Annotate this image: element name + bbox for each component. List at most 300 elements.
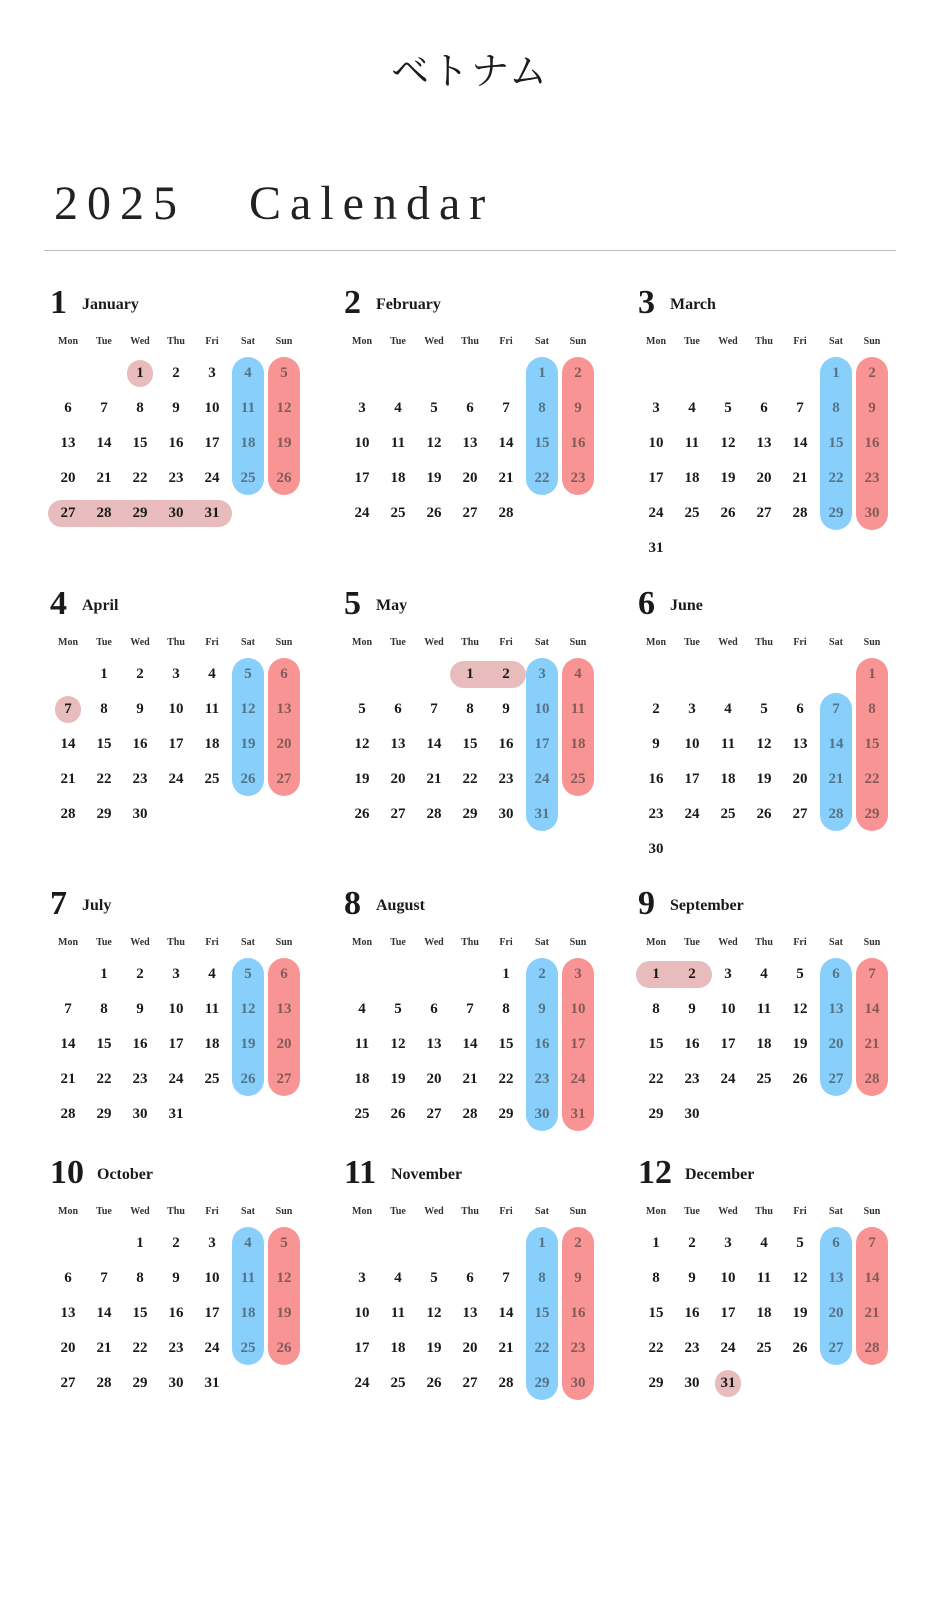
day-cell: 25 [204, 1071, 220, 1087]
weekday-label: Thu [755, 336, 773, 347]
day-cell: 27 [276, 1071, 292, 1087]
day-cell: 12 [390, 1036, 406, 1052]
day-cell: 13 [276, 701, 292, 717]
day-cell: 6 [64, 1270, 72, 1286]
day-cell: 4 [688, 400, 696, 416]
day-grid [638, 957, 890, 1132]
day-cell: 9 [688, 1001, 696, 1017]
month-header [344, 883, 600, 923]
day-cell: 28 [864, 1071, 880, 1087]
day-cell: 16 [498, 736, 514, 752]
weekday-label: Wed [424, 637, 444, 648]
weekday-label: Mon [646, 336, 666, 347]
day-grid [344, 356, 596, 531]
month-header [638, 583, 894, 623]
day-cell: 3 [172, 966, 180, 982]
day-cell: 29 [648, 1106, 664, 1122]
month-name: October [97, 1166, 153, 1183]
day-grid [638, 1226, 890, 1401]
weekday-label: Thu [167, 937, 185, 948]
day-cell: 5 [280, 1235, 288, 1251]
month-number: 8 [344, 885, 361, 922]
day-cell: 2 [136, 666, 144, 682]
empty-cell [710, 657, 746, 692]
day-cell: 1 [832, 365, 840, 381]
weekday-header [50, 1206, 306, 1218]
day-cell: 20 [828, 1305, 844, 1321]
day-cell: 23 [534, 1071, 550, 1087]
weekday-label: Tue [390, 937, 406, 948]
weekday-label: Fri [205, 937, 219, 948]
day-cell: 5 [430, 400, 438, 416]
month-november [344, 1152, 600, 1391]
weekday-label: Sun [863, 637, 881, 648]
day-cell: 13 [756, 435, 772, 451]
day-cell: 17 [204, 1305, 220, 1321]
day-cell: 15 [648, 1305, 664, 1321]
day-cell: 17 [684, 771, 700, 787]
weekday-label: Tue [390, 336, 406, 347]
day-cell: 16 [684, 1305, 700, 1321]
day-cell: 16 [648, 771, 664, 787]
day-cell: 25 [390, 505, 406, 521]
weekday-header [638, 637, 894, 649]
day-cell: 2 [538, 966, 546, 982]
day-cell: 25 [204, 771, 220, 787]
month-march [638, 282, 894, 556]
day-cell: 24 [168, 771, 184, 787]
day-cell: 26 [720, 505, 736, 521]
day-cell: 29 [534, 1375, 550, 1391]
day-cell: 21 [96, 470, 112, 486]
day-cell: 4 [574, 666, 582, 682]
day-cell: 26 [276, 1340, 292, 1356]
day-cell: 30 [684, 1106, 700, 1122]
day-cell: 9 [688, 1270, 696, 1286]
month-january [50, 282, 306, 521]
day-cell: 17 [168, 736, 184, 752]
day-cell: 19 [354, 771, 370, 787]
month-name: January [82, 296, 139, 313]
day-cell: 15 [462, 736, 478, 752]
weekday-header [344, 637, 600, 649]
day-cell: 17 [354, 1340, 370, 1356]
weekday-label: Sat [241, 637, 255, 648]
day-cell: 19 [240, 736, 256, 752]
weekday-header [50, 336, 306, 348]
day-cell: 6 [466, 400, 474, 416]
day-cell: 18 [570, 736, 586, 752]
day-cell: 27 [276, 771, 292, 787]
weekday-label: Wed [424, 1206, 444, 1217]
month-june [638, 583, 894, 857]
weekday-label: Thu [167, 336, 185, 347]
day-cell: 5 [244, 666, 252, 682]
day-cell: 20 [276, 1036, 292, 1052]
day-cell: 5 [796, 1235, 804, 1251]
day-cell: 26 [276, 470, 292, 486]
day-cell: 3 [652, 400, 660, 416]
day-cell: 28 [498, 1375, 514, 1391]
month-october [50, 1152, 306, 1391]
weekday-label: Fri [793, 637, 807, 648]
day-cell: 10 [168, 1001, 184, 1017]
weekday-label: Thu [167, 637, 185, 648]
day-cell: 2 [652, 701, 660, 717]
day-cell: 8 [100, 701, 108, 717]
day-cell: 25 [354, 1106, 370, 1122]
day-cell: 25 [720, 806, 736, 822]
day-cell: 24 [534, 771, 550, 787]
weekday-label: Sat [241, 937, 255, 948]
day-cell: 7 [832, 701, 840, 717]
day-cell: 31 [648, 540, 664, 556]
day-cell: 6 [430, 1001, 438, 1017]
weekday-label: Mon [646, 637, 666, 648]
day-cell: 10 [168, 701, 184, 717]
day-cell: 23 [570, 1340, 586, 1356]
day-cell: 19 [240, 1036, 256, 1052]
day-cell: 27 [756, 505, 772, 521]
day-cell: 27 [828, 1071, 844, 1087]
day-cell: 14 [792, 435, 808, 451]
day-cell: 9 [172, 400, 180, 416]
day-cell: 30 [168, 505, 184, 521]
month-name: April [82, 597, 119, 614]
day-cell: 28 [498, 505, 514, 521]
day-cell: 4 [208, 666, 216, 682]
empty-cell [746, 356, 782, 391]
day-cell: 25 [240, 1340, 256, 1356]
day-cell: 14 [96, 1305, 112, 1321]
day-cell: 30 [168, 1375, 184, 1391]
weekday-label: Wed [718, 637, 738, 648]
day-cell: 18 [204, 736, 220, 752]
day-cell: 14 [60, 1036, 76, 1052]
day-cell: 12 [240, 1001, 256, 1017]
day-cell: 3 [724, 1235, 732, 1251]
day-cell: 25 [684, 505, 700, 521]
weekday-label: Sun [275, 336, 293, 347]
weekday-label: Sat [241, 1206, 255, 1217]
day-cell: 16 [168, 435, 184, 451]
day-cell: 27 [390, 806, 406, 822]
day-cell: 6 [796, 701, 804, 717]
month-number: 9 [638, 885, 655, 922]
day-cell: 22 [648, 1071, 664, 1087]
day-cell: 28 [792, 505, 808, 521]
empty-cell [674, 356, 710, 391]
day-cell: 12 [426, 435, 442, 451]
day-cell: 11 [684, 435, 700, 451]
day-cell: 18 [204, 1036, 220, 1052]
day-grid [344, 657, 596, 832]
empty-cell [380, 957, 416, 992]
day-cell: 15 [534, 435, 550, 451]
day-cell: 30 [534, 1106, 550, 1122]
day-cell: 26 [240, 771, 256, 787]
weekday-label: Sun [275, 1206, 293, 1217]
day-cell: 2 [574, 365, 582, 381]
month-name: July [82, 897, 112, 914]
month-number: 5 [344, 585, 361, 622]
day-cell: 11 [720, 736, 736, 752]
weekday-label: Tue [96, 937, 112, 948]
day-cell: 8 [100, 1001, 108, 1017]
day-cell: 7 [466, 1001, 474, 1017]
weekday-label: Sat [535, 336, 549, 347]
weekday-label: Tue [390, 637, 406, 648]
day-cell: 20 [60, 1340, 76, 1356]
day-cell: 12 [354, 736, 370, 752]
day-cell: 3 [538, 666, 546, 682]
day-cell: 15 [864, 736, 880, 752]
day-grid [344, 957, 596, 1132]
day-cell: 5 [358, 701, 366, 717]
empty-cell [416, 657, 452, 692]
weekday-label: Mon [58, 637, 78, 648]
empty-cell [344, 356, 380, 391]
day-cell: 31 [720, 1375, 736, 1391]
day-cell: 14 [96, 435, 112, 451]
day-cell: 23 [864, 470, 880, 486]
day-cell: 15 [132, 435, 148, 451]
day-cell: 21 [462, 1071, 478, 1087]
day-cell: 10 [204, 400, 220, 416]
day-cell: 22 [132, 470, 148, 486]
weekday-label: Mon [352, 937, 372, 948]
day-cell: 9 [538, 1001, 546, 1017]
day-cell: 30 [864, 505, 880, 521]
day-cell: 27 [792, 806, 808, 822]
month-number: 6 [638, 585, 655, 622]
day-cell: 12 [792, 1270, 808, 1286]
month-number: 12 [638, 1154, 672, 1191]
weekday-label: Fri [793, 1206, 807, 1217]
day-cell: 22 [534, 470, 550, 486]
day-cell: 11 [240, 1270, 256, 1286]
empty-cell [86, 1226, 122, 1261]
weekday-label: Mon [646, 937, 666, 948]
day-cell: 31 [570, 1106, 586, 1122]
day-cell: 26 [390, 1106, 406, 1122]
day-cell: 22 [498, 1071, 514, 1087]
month-december [638, 1152, 894, 1391]
day-cell: 19 [756, 771, 772, 787]
day-cell: 8 [538, 400, 546, 416]
weekday-label: Tue [390, 1206, 406, 1217]
day-cell: 22 [96, 771, 112, 787]
empty-cell [488, 1226, 524, 1261]
day-cell: 10 [684, 736, 700, 752]
month-number: 3 [638, 284, 655, 321]
day-cell: 9 [574, 1270, 582, 1286]
day-cell: 30 [132, 806, 148, 822]
day-cell: 13 [462, 435, 478, 451]
weekday-label: Thu [755, 1206, 773, 1217]
weekday-label: Tue [96, 637, 112, 648]
day-cell: 30 [648, 841, 664, 857]
day-cell: 3 [724, 966, 732, 982]
day-cell: 7 [868, 966, 876, 982]
day-cell: 9 [652, 736, 660, 752]
weekday-label: Sun [569, 1206, 587, 1217]
day-cell: 7 [100, 400, 108, 416]
weekday-label: Sat [535, 1206, 549, 1217]
weekday-label: Wed [424, 336, 444, 347]
day-cell: 29 [498, 1106, 514, 1122]
day-cell: 13 [276, 1001, 292, 1017]
day-cell: 3 [358, 1270, 366, 1286]
weekday-header [344, 937, 600, 949]
day-cell: 21 [498, 470, 514, 486]
day-cell: 1 [652, 966, 660, 982]
day-cell: 8 [538, 1270, 546, 1286]
day-cell: 20 [426, 1071, 442, 1087]
day-cell: 22 [648, 1340, 664, 1356]
day-cell: 17 [534, 736, 550, 752]
month-header [50, 1152, 306, 1192]
day-cell: 2 [172, 1235, 180, 1251]
day-cell: 26 [756, 806, 772, 822]
day-cell: 21 [498, 1340, 514, 1356]
empty-cell [380, 657, 416, 692]
day-cell: 16 [570, 435, 586, 451]
day-cell: 4 [760, 966, 768, 982]
day-cell: 16 [684, 1036, 700, 1052]
day-cell: 10 [720, 1270, 736, 1286]
day-cell: 11 [756, 1270, 772, 1286]
day-grid [50, 1226, 302, 1401]
day-cell: 9 [502, 701, 510, 717]
weekday-label: Tue [684, 937, 700, 948]
calendar-title: 2025 Calendar [54, 177, 495, 230]
weekday-header [344, 1206, 600, 1218]
day-cell: 6 [394, 701, 402, 717]
day-cell: 4 [394, 1270, 402, 1286]
day-cell: 14 [462, 1036, 478, 1052]
empty-cell [452, 356, 488, 391]
day-cell: 1 [466, 666, 474, 682]
day-cell: 26 [426, 505, 442, 521]
day-cell: 18 [390, 1340, 406, 1356]
weekday-label: Thu [461, 937, 479, 948]
day-cell: 15 [534, 1305, 550, 1321]
day-cell: 25 [390, 1375, 406, 1391]
day-cell: 30 [570, 1375, 586, 1391]
month-name: August [376, 897, 425, 914]
day-cell: 20 [792, 771, 808, 787]
day-cell: 19 [276, 435, 292, 451]
day-cell: 21 [96, 1340, 112, 1356]
weekday-label: Wed [424, 937, 444, 948]
day-cell: 5 [724, 400, 732, 416]
day-cell: 10 [204, 1270, 220, 1286]
title-divider [44, 250, 896, 251]
day-cell: 2 [172, 365, 180, 381]
weekday-label: Mon [58, 336, 78, 347]
day-cell: 9 [136, 1001, 144, 1017]
weekday-label: Mon [646, 1206, 666, 1217]
day-cell: 1 [538, 365, 546, 381]
day-cell: 11 [354, 1036, 370, 1052]
day-cell: 20 [462, 1340, 478, 1356]
month-header [638, 1152, 894, 1192]
weekday-header [344, 336, 600, 348]
day-cell: 7 [430, 701, 438, 717]
day-cell: 4 [394, 400, 402, 416]
day-cell: 21 [60, 1071, 76, 1087]
weekday-label: Sun [569, 937, 587, 948]
day-cell: 21 [60, 771, 76, 787]
day-cell: 20 [462, 470, 478, 486]
day-cell: 31 [168, 1106, 184, 1122]
empty-cell [344, 957, 380, 992]
month-september [638, 883, 894, 1122]
day-cell: 8 [652, 1270, 660, 1286]
day-cell: 8 [868, 701, 876, 717]
empty-cell [782, 657, 818, 692]
month-header [50, 583, 306, 623]
day-cell: 8 [832, 400, 840, 416]
weekday-label: Sat [829, 937, 843, 948]
day-cell: 10 [648, 435, 664, 451]
day-cell: 11 [240, 400, 256, 416]
empty-cell [50, 657, 86, 692]
day-cell: 8 [652, 1001, 660, 1017]
weekday-header [50, 637, 306, 649]
day-cell: 14 [60, 736, 76, 752]
day-cell: 10 [534, 701, 550, 717]
weekday-label: Wed [130, 637, 150, 648]
weekday-label: Wed [718, 937, 738, 948]
day-cell: 2 [868, 365, 876, 381]
day-cell: 1 [868, 666, 876, 682]
day-cell: 21 [828, 771, 844, 787]
day-cell: 21 [792, 470, 808, 486]
month-august [344, 883, 600, 1122]
day-cell: 7 [100, 1270, 108, 1286]
day-cell: 7 [502, 1270, 510, 1286]
day-cell: 7 [502, 400, 510, 416]
empty-cell [782, 356, 818, 391]
day-cell: 4 [358, 1001, 366, 1017]
day-grid [638, 356, 890, 566]
day-cell: 18 [240, 1305, 256, 1321]
day-cell: 27 [828, 1340, 844, 1356]
month-may [344, 583, 600, 822]
day-cell: 2 [688, 966, 696, 982]
day-cell: 26 [792, 1340, 808, 1356]
weekday-label: Mon [352, 1206, 372, 1217]
day-cell: 19 [426, 1340, 442, 1356]
day-cell: 17 [720, 1036, 736, 1052]
weekday-label: Fri [205, 637, 219, 648]
day-cell: 29 [864, 806, 880, 822]
day-cell: 9 [868, 400, 876, 416]
day-cell: 12 [276, 400, 292, 416]
day-cell: 1 [100, 666, 108, 682]
day-grid [50, 957, 302, 1132]
day-cell: 3 [358, 400, 366, 416]
day-cell: 29 [828, 505, 844, 521]
day-cell: 23 [684, 1340, 700, 1356]
day-cell: 16 [534, 1036, 550, 1052]
day-cell: 16 [132, 736, 148, 752]
day-cell: 23 [168, 470, 184, 486]
month-name: February [376, 296, 441, 313]
day-cell: 24 [204, 1340, 220, 1356]
